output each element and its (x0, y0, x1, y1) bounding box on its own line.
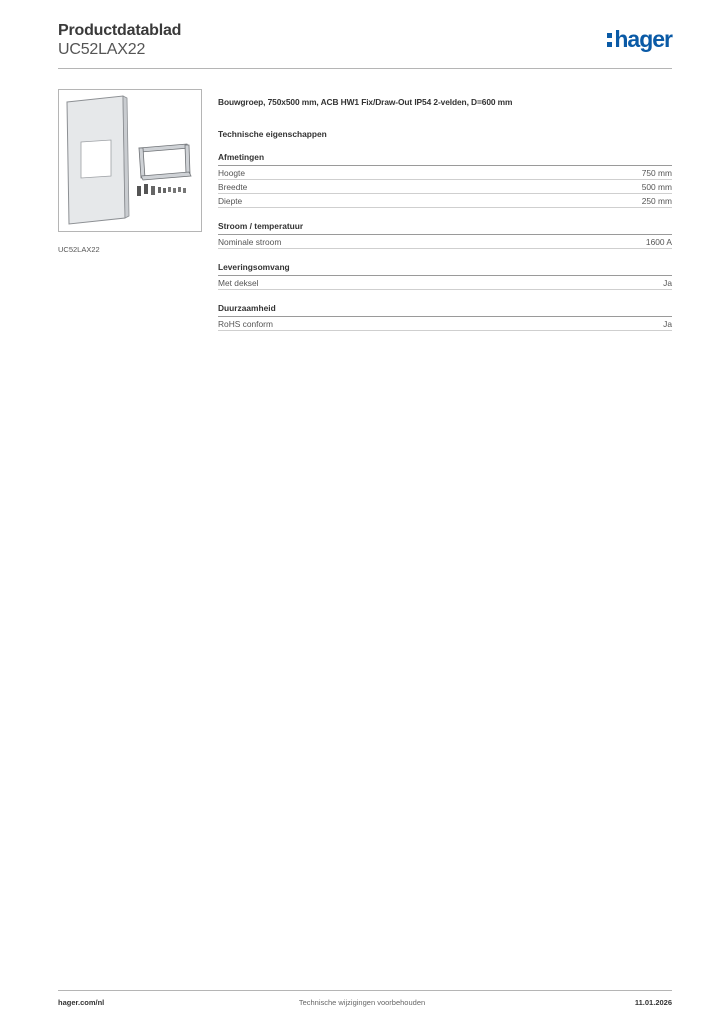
section-title: Technische eigenschappen (218, 129, 327, 139)
spec-value: 1600 A (645, 237, 672, 247)
enclosure-kit-illustration (59, 90, 201, 231)
spec-label: Diepte (218, 196, 243, 206)
spec-row (218, 194, 672, 208)
spec-row (218, 166, 672, 180)
spec-group-afmetingen (218, 152, 672, 208)
spec-label: Hoogte (218, 168, 246, 178)
footer-website-link[interactable]: hager.com/nl (58, 998, 105, 1007)
group-title: Duurzaamheid (218, 303, 672, 317)
spec-row (218, 276, 672, 290)
footer-disclaimer: Technische wijzigingen voorbehouden (298, 998, 426, 1007)
group-title: Stroom / temperatuur (218, 221, 672, 235)
product-description: Bouwgroep, 750x500 mm, ACB HW1 Fix/Draw-Out IP54 2-velden, D=600 mm (218, 97, 513, 107)
specifications (218, 97, 672, 331)
group-title: Afmetingen (218, 152, 672, 166)
spec-label: Nominale stroom (218, 237, 282, 247)
header-divider (58, 68, 672, 69)
spec-value: 250 mm (641, 196, 672, 206)
hager-logo (607, 28, 672, 51)
spec-label: Met deksel (218, 278, 259, 288)
footer-divider (58, 990, 672, 991)
spec-value: 750 mm (641, 168, 672, 178)
spec-group-leveringsomvang (218, 262, 672, 290)
product-image (58, 89, 202, 232)
group-title: Leveringsomvang (218, 262, 672, 276)
spec-group-stroom (218, 221, 672, 249)
spec-row (218, 235, 672, 249)
document-title: Productdatablad (58, 22, 182, 39)
spec-value: 500 mm (641, 182, 672, 192)
spec-row (218, 180, 672, 194)
spec-row (218, 317, 672, 331)
logo-dots-icon (607, 33, 612, 47)
image-caption: UC52LAX22 (58, 245, 100, 254)
footer-date: 11.01.2026 (634, 998, 672, 1007)
page-header (58, 22, 672, 70)
spec-value: Ja (663, 278, 672, 288)
logo-wordmark: hager (614, 26, 672, 52)
spec-group-duurzaamheid (218, 303, 672, 331)
spec-value: Ja (663, 319, 672, 329)
spec-label: RoHS conform (218, 319, 273, 329)
product-code: UC52LAX22 (58, 41, 146, 58)
spec-label: Breedte (218, 182, 248, 192)
